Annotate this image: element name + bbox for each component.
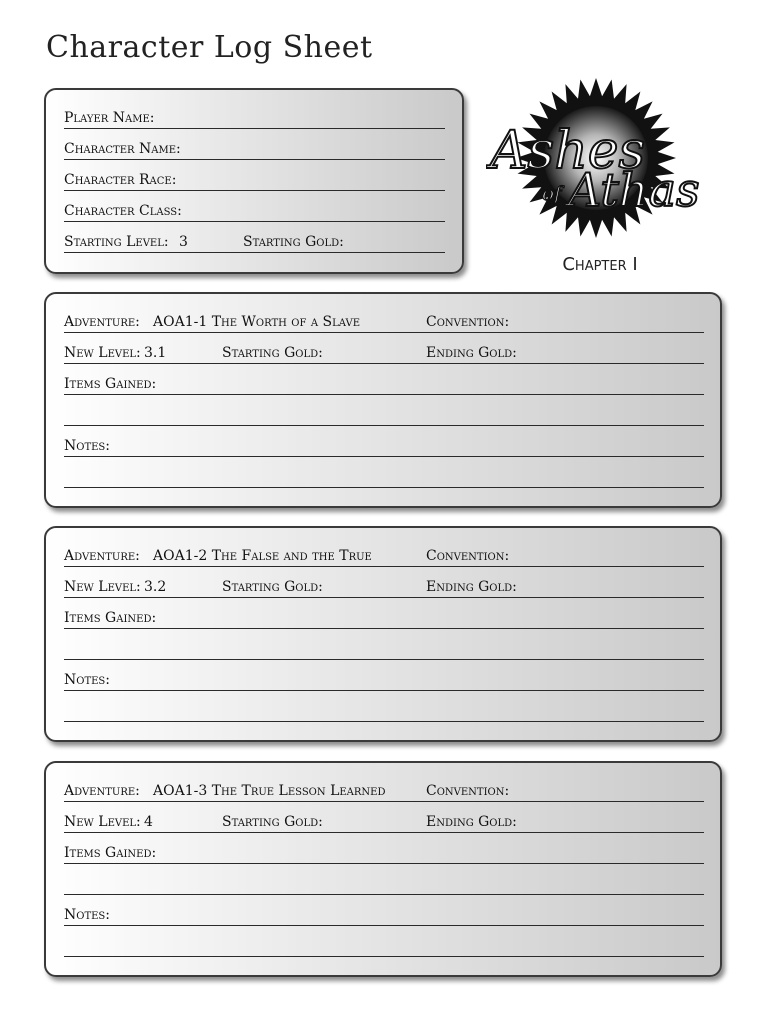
convention-label: Convention:: [426, 783, 510, 799]
adventure-field[interactable]: [64, 546, 704, 567]
starting-gold-label: Starting Gold:: [222, 579, 323, 595]
notes-field[interactable]: [64, 905, 704, 926]
page-title: Character Log Sheet: [46, 30, 373, 65]
notes-line-2[interactable]: [64, 467, 704, 488]
character-name-label: Character Name:: [64, 141, 181, 157]
adventure-label: Adventure:: [64, 314, 140, 330]
new-level-field[interactable]: [64, 812, 704, 833]
convention-label: Convention:: [426, 548, 510, 564]
player-name-field[interactable]: [64, 108, 445, 129]
logo-word-athas: Athas: [568, 163, 700, 217]
new-level-field[interactable]: [64, 577, 704, 598]
items-gained-field[interactable]: [64, 374, 704, 395]
adventure-box-3: [44, 761, 722, 977]
character-info-box: [44, 88, 464, 274]
notes-line-2[interactable]: [64, 701, 704, 722]
ending-gold-label: Ending Gold:: [426, 579, 517, 595]
adventure-label: Adventure:: [64, 783, 140, 799]
adventure-value: AOA1-1 The Worth of a Slave: [153, 314, 361, 330]
adventure-box-1: [44, 292, 722, 508]
character-race-field[interactable]: [64, 170, 445, 191]
notes-field[interactable]: [64, 436, 704, 457]
adventure-field[interactable]: [64, 781, 704, 802]
notes-label: Notes:: [64, 438, 110, 454]
character-race-label: Character Race:: [64, 172, 177, 188]
starting-level-field[interactable]: [64, 232, 445, 253]
adventure-value: AOA1-2 The False and the True: [153, 548, 372, 564]
new-level-value: 4: [144, 814, 153, 830]
chapter-label: Chapter I: [562, 254, 638, 275]
new-level-value: 3.1: [144, 345, 167, 361]
ashes-of-athas-logo: [486, 76, 714, 246]
adventure-box-2: [44, 526, 722, 742]
starting-level-value: 3: [179, 234, 188, 250]
items-gained-line-2[interactable]: [64, 639, 704, 660]
new-level-field[interactable]: [64, 343, 704, 364]
items-gained-field[interactable]: [64, 608, 704, 629]
notes-field[interactable]: [64, 670, 704, 691]
items-gained-line-2[interactable]: [64, 874, 704, 895]
items-gained-label: Items Gained:: [64, 376, 157, 392]
new-level-label: New Level:: [64, 345, 141, 361]
notes-label: Notes:: [64, 672, 110, 688]
character-class-field[interactable]: [64, 201, 445, 222]
starting-level-label: Starting Level:: [64, 234, 169, 250]
adventure-value: AOA1-3 The True Lesson Learned: [153, 783, 386, 799]
ending-gold-label: Ending Gold:: [426, 345, 517, 361]
character-class-label: Character Class:: [64, 203, 182, 219]
logo-word-of: of: [542, 181, 562, 205]
notes-line-2[interactable]: [64, 936, 704, 957]
logo-word-ashes: Ashes: [490, 121, 646, 181]
new-level-label: New Level:: [64, 579, 141, 595]
player-name-label: Player Name:: [64, 110, 155, 126]
adventure-label: Adventure:: [64, 548, 140, 564]
items-gained-label: Items Gained:: [64, 845, 157, 861]
items-gained-line-2[interactable]: [64, 405, 704, 426]
starting-gold-label: Starting Gold:: [222, 345, 323, 361]
convention-label: Convention:: [426, 314, 510, 330]
starting-gold-label: Starting Gold:: [243, 234, 344, 250]
character-name-field[interactable]: [64, 139, 445, 160]
adventure-field[interactable]: [64, 312, 704, 333]
new-level-value: 3.2: [144, 579, 167, 595]
ending-gold-label: Ending Gold:: [426, 814, 517, 830]
notes-label: Notes:: [64, 907, 110, 923]
starting-gold-label: Starting Gold:: [222, 814, 323, 830]
items-gained-label: Items Gained:: [64, 610, 157, 626]
new-level-label: New Level:: [64, 814, 141, 830]
items-gained-field[interactable]: [64, 843, 704, 864]
